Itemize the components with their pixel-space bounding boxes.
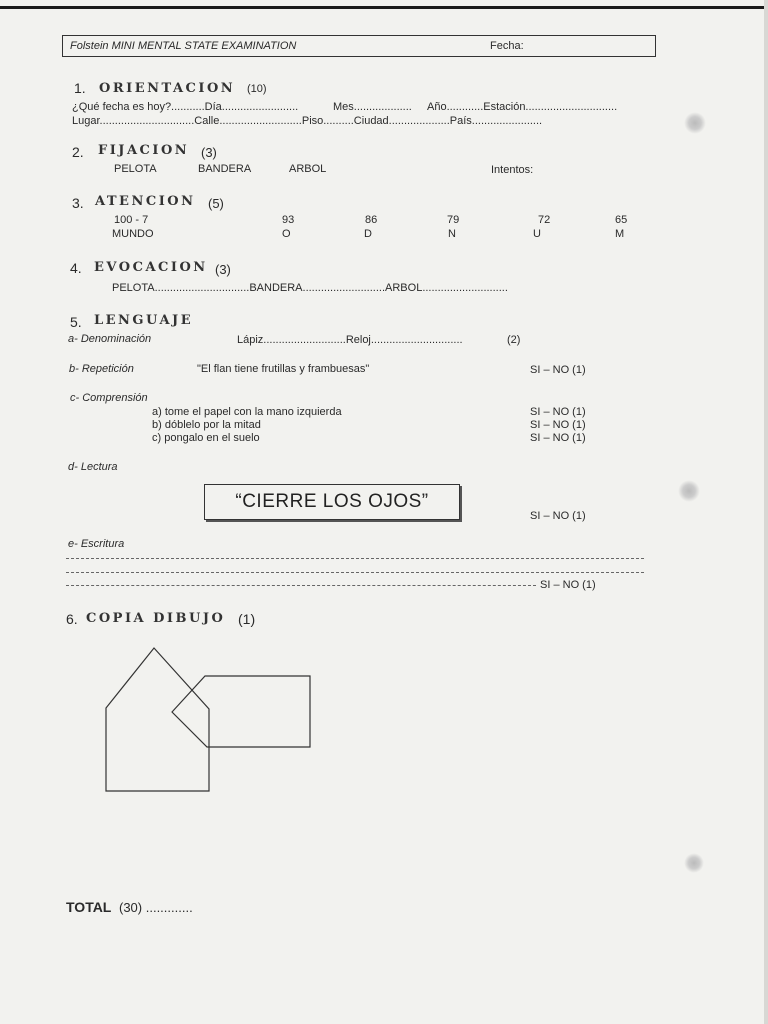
section-title-copia-dibujo: COPIA DIBUJO	[86, 611, 226, 626]
section-title-evocacion: EVOCACION	[94, 260, 208, 275]
comprension-score: SI – NO (1)	[530, 406, 586, 418]
section-number: 3.	[72, 195, 84, 211]
atencion-cell: MUNDO	[112, 228, 154, 240]
atencion-cell: N	[448, 228, 456, 240]
atencion-cell: 100 - 7	[114, 214, 149, 226]
scan-speck	[684, 853, 704, 873]
orientacion-year-field: Año............Estación..............................	[427, 101, 618, 113]
intersecting-pentagons-drawing	[100, 644, 320, 798]
scan-speck	[678, 480, 700, 502]
scan-speck	[684, 112, 706, 134]
orientacion-place-line: Lugar...............................Calle...........................Piso..........Ciudad....................País.......................	[72, 115, 543, 127]
denominacion-label: a- Denominación	[68, 333, 152, 345]
cierre-los-ojos-box	[204, 484, 460, 520]
form-title: Folstein MINI MENTAL STATE EXAMINATION	[70, 40, 297, 52]
scan-top-edge	[0, 6, 768, 9]
escritura-line	[66, 558, 644, 559]
comprension-score: SI – NO (1)	[530, 432, 586, 444]
intentos-label: Intentos:	[491, 164, 534, 176]
atencion-cell: 79	[447, 214, 460, 226]
denominacion-points: (2)	[507, 334, 521, 346]
atencion-cell: O	[282, 228, 291, 240]
section-points: (1)	[238, 611, 256, 627]
atencion-cell: 93	[282, 214, 295, 226]
cierre-los-ojos-text: “CIERRE LOS OJOS”	[235, 491, 429, 512]
orientacion-month-field: Mes...................	[333, 101, 412, 113]
section-title-atencion: ATENCION	[95, 194, 196, 209]
section-title-lenguaje: LENGUAJE	[94, 313, 194, 328]
fijacion-word: PELOTA	[114, 163, 157, 175]
comprension-label: c- Comprensión	[70, 392, 148, 404]
escritura-score: SI – NO (1)	[540, 579, 596, 591]
evocacion-line: PELOTA...............................BANDERA...........................ARBOL............................	[112, 282, 508, 294]
section-number: 2.	[72, 144, 84, 160]
section-points: (10)	[247, 83, 267, 95]
repeticion-phrase: "El flan tiene frutillas y frambuesas"	[197, 363, 370, 375]
atencion-cell: 65	[615, 214, 628, 226]
repeticion-label: b- Repetición	[69, 363, 134, 375]
atencion-cell: D	[364, 228, 372, 240]
section-number: 6.	[66, 611, 78, 627]
atencion-cell: U	[533, 228, 541, 240]
section-number: 5.	[70, 314, 82, 330]
comprension-item: a) tome el papel con la mano izquierda	[152, 406, 342, 418]
comprension-score: SI – NO (1)	[530, 419, 586, 431]
section-number: 1.	[74, 80, 86, 96]
section-points: (3)	[201, 145, 217, 160]
section-title-orientacion: ORIENTACION	[99, 81, 236, 96]
repeticion-score: SI – NO (1)	[530, 364, 586, 376]
section-points: (3)	[215, 262, 231, 277]
lectura-score: SI – NO (1)	[530, 510, 586, 522]
orientacion-date-line: ¿Qué fecha es hoy?...........Día.........................	[72, 101, 299, 113]
atencion-cell: M	[615, 228, 625, 240]
fijacion-word: ARBOL	[289, 163, 327, 175]
fijacion-word: BANDERA	[198, 163, 252, 175]
date-label: Fecha:	[490, 40, 524, 52]
denominacion-line: Lápiz...........................Reloj..............................	[237, 334, 463, 346]
escritura-label: e- Escritura	[68, 538, 125, 550]
atencion-cell: 86	[365, 214, 378, 226]
lectura-label: d- Lectura	[68, 461, 118, 473]
total-label: TOTAL	[66, 899, 112, 915]
comprension-item: c) pongalo en el suelo	[152, 432, 260, 444]
scan-right-edge	[764, 0, 768, 1024]
escritura-line	[66, 572, 644, 573]
section-points: (5)	[208, 196, 224, 211]
atencion-cell: 72	[538, 214, 551, 226]
section-title-fijacion: FIJACION	[98, 143, 190, 158]
escritura-line	[66, 585, 536, 586]
comprension-item: b) dóblelo por la mitad	[152, 419, 261, 431]
section-number: 4.	[70, 260, 82, 276]
total-points: (30) .............	[119, 900, 193, 915]
